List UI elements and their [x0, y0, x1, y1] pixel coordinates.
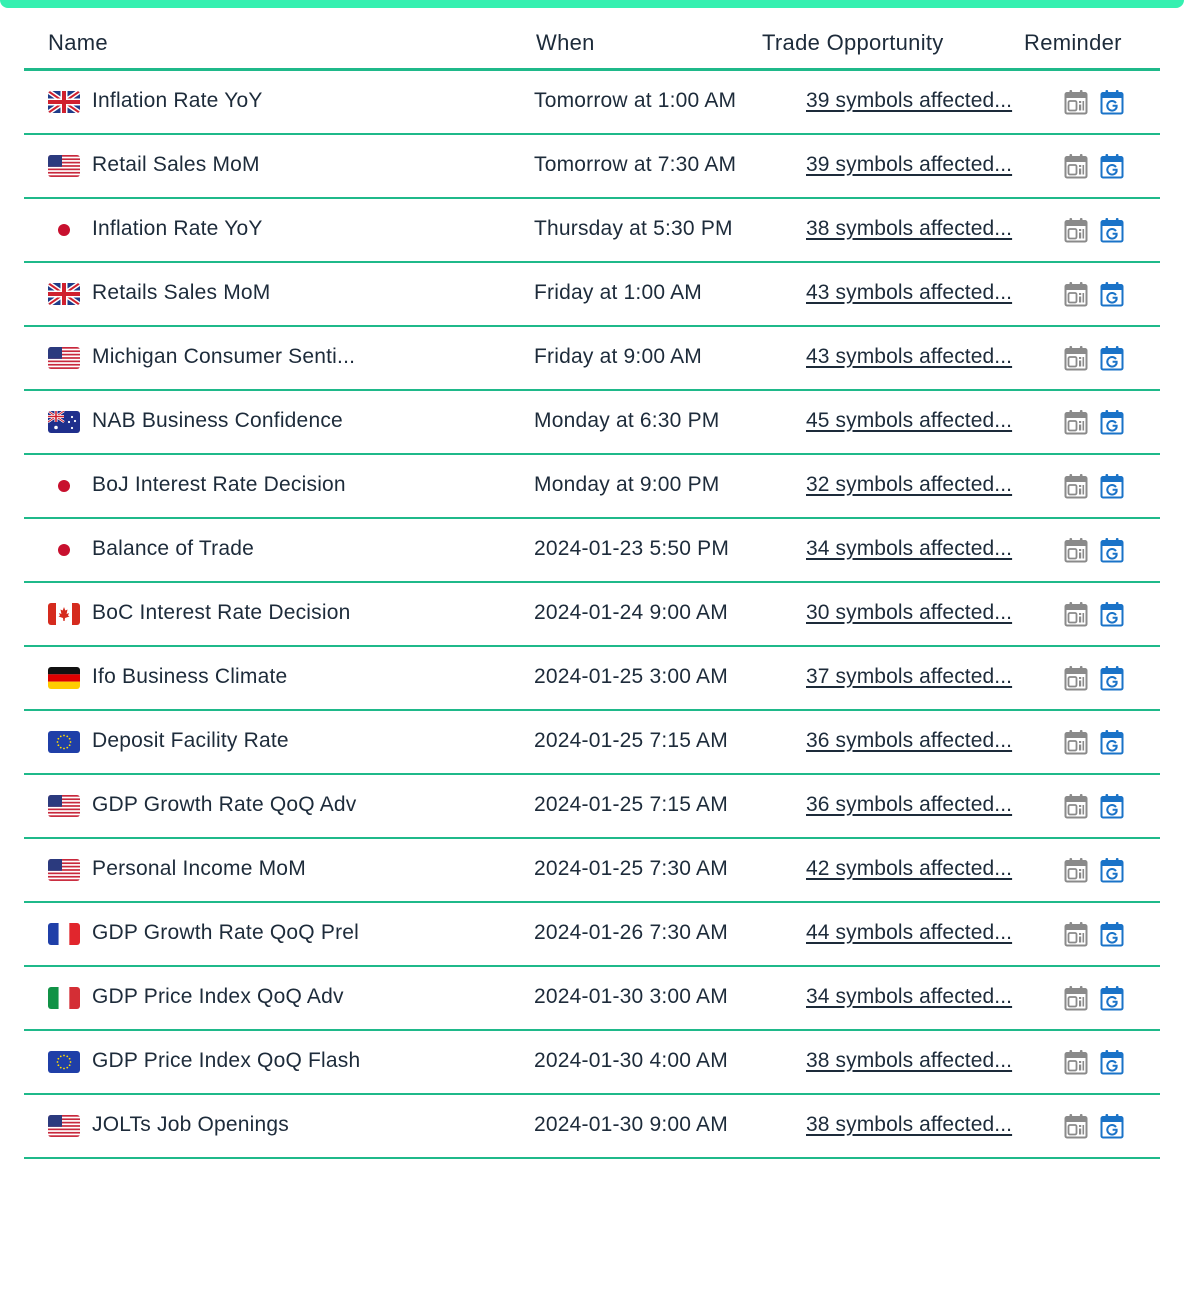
event-time: 2024-01-23 5:50 PM: [534, 537, 730, 560]
table-row: [24, 71, 1160, 135]
google-calendar-icon[interactable]: [1100, 729, 1124, 755]
event-time: Monday at 9:00 PM: [534, 473, 720, 496]
table-row: [24, 1095, 1160, 1159]
office-calendar-icon[interactable]: [1064, 601, 1088, 627]
office-calendar-icon[interactable]: [1064, 921, 1088, 947]
google-calendar-icon[interactable]: [1100, 1113, 1124, 1139]
event-time: Friday at 1:00 AM: [534, 281, 702, 304]
office-calendar-icon[interactable]: [1064, 793, 1088, 819]
office-calendar-icon[interactable]: [1064, 89, 1088, 115]
google-calendar-icon[interactable]: [1100, 89, 1124, 115]
event-time: Tomorrow at 7:30 AM: [534, 153, 737, 176]
uk-flag-icon: [48, 91, 80, 113]
event-name: NAB Business Confidence: [92, 409, 343, 432]
event-time: 2024-01-26 7:30 AM: [534, 921, 728, 944]
office-calendar-icon[interactable]: [1064, 473, 1088, 499]
office-calendar-icon[interactable]: [1064, 537, 1088, 563]
table-row: [24, 519, 1160, 583]
table-row: [24, 583, 1160, 647]
it-flag-icon: [48, 987, 80, 1009]
event-time: Monday at 6:30 PM: [534, 409, 720, 432]
google-calendar-icon[interactable]: [1100, 473, 1124, 499]
trade-opportunity-link[interactable]: 36 symbols affected...: [806, 729, 1013, 752]
event-name: JOLTs Job Openings: [92, 1113, 289, 1136]
event-name: GDP Price Index QoQ Flash: [92, 1049, 361, 1072]
us-flag-icon: [48, 347, 80, 369]
trade-opportunity-link[interactable]: 39 symbols affected...: [806, 89, 1013, 112]
event-name: Ifo Business Climate: [92, 665, 288, 688]
office-calendar-icon[interactable]: [1064, 729, 1088, 755]
office-calendar-icon[interactable]: [1064, 985, 1088, 1011]
office-calendar-icon[interactable]: [1064, 409, 1088, 435]
trade-opportunity-link[interactable]: 42 symbols affected...: [806, 857, 1013, 880]
table-row: [24, 135, 1160, 199]
event-name: Retail Sales MoM: [92, 153, 260, 176]
trade-opportunity-link[interactable]: 37 symbols affected...: [806, 665, 1013, 688]
trade-opportunity-link[interactable]: 39 symbols affected...: [806, 153, 1013, 176]
table-row: [24, 263, 1160, 327]
google-calendar-icon[interactable]: [1100, 793, 1124, 819]
column-header-name: Name: [48, 30, 108, 55]
table-row: [24, 967, 1160, 1031]
office-calendar-icon[interactable]: [1064, 665, 1088, 691]
trade-opportunity-link[interactable]: 43 symbols affected...: [806, 345, 1013, 368]
google-calendar-icon[interactable]: [1100, 921, 1124, 947]
ca-flag-icon: [48, 603, 80, 625]
office-calendar-icon[interactable]: [1064, 217, 1088, 243]
us-flag-icon: [48, 795, 80, 817]
event-time: 2024-01-25 7:30 AM: [534, 857, 728, 880]
table-row: [24, 455, 1160, 519]
table-row: [24, 839, 1160, 903]
event-time: 2024-01-25 7:15 AM: [534, 793, 728, 816]
trade-opportunity-link[interactable]: 38 symbols affected...: [806, 1113, 1013, 1136]
google-calendar-icon[interactable]: [1100, 985, 1124, 1011]
event-time: 2024-01-30 9:00 AM: [534, 1113, 728, 1136]
event-name: Retails Sales MoM: [92, 281, 271, 304]
trade-opportunity-link[interactable]: 45 symbols affected...: [806, 409, 1013, 432]
office-calendar-icon[interactable]: [1064, 1049, 1088, 1075]
event-time: Thursday at 5:30 PM: [534, 217, 733, 240]
google-calendar-icon[interactable]: [1100, 281, 1124, 307]
event-time: Friday at 9:00 AM: [534, 345, 702, 368]
trade-opportunity-link[interactable]: 44 symbols affected...: [806, 921, 1013, 944]
event-name: Inflation Rate YoY: [92, 217, 263, 240]
event-name: Balance of Trade: [92, 537, 254, 560]
google-calendar-icon[interactable]: [1100, 153, 1124, 179]
table-row: [24, 903, 1160, 967]
trade-opportunity-link[interactable]: 36 symbols affected...: [806, 793, 1013, 816]
fr-flag-icon: [48, 923, 80, 945]
eu-flag-icon: [48, 1051, 80, 1073]
de-flag-icon: [48, 667, 80, 689]
table-body: [24, 71, 1160, 1159]
google-calendar-icon[interactable]: [1100, 857, 1124, 883]
event-name: BoC Interest Rate Decision: [92, 601, 351, 624]
us-flag-icon: [48, 155, 80, 177]
economic-calendar-table: [24, 14, 1160, 1159]
table-row: [24, 391, 1160, 455]
event-name: Inflation Rate YoY: [92, 89, 263, 112]
office-calendar-icon[interactable]: [1064, 281, 1088, 307]
table-row: [24, 327, 1160, 391]
uk-flag-icon: [48, 283, 80, 305]
trade-opportunity-link[interactable]: 34 symbols affected...: [806, 985, 1013, 1008]
event-name: GDP Price Index QoQ Adv: [92, 985, 344, 1008]
eu-flag-icon: [48, 731, 80, 753]
google-calendar-icon[interactable]: [1100, 665, 1124, 691]
google-calendar-icon[interactable]: [1100, 1049, 1124, 1075]
event-time: 2024-01-25 7:15 AM: [534, 729, 728, 752]
google-calendar-icon[interactable]: [1100, 601, 1124, 627]
column-header-reminder: Reminder: [1024, 30, 1122, 55]
column-header-when: When: [536, 30, 595, 55]
event-time: 2024-01-30 4:00 AM: [534, 1049, 728, 1072]
jp-flag-icon: [48, 539, 80, 561]
trade-opportunity-link[interactable]: 38 symbols affected...: [806, 1049, 1013, 1072]
office-calendar-icon[interactable]: [1064, 1113, 1088, 1139]
office-calendar-icon[interactable]: [1064, 857, 1088, 883]
event-time: 2024-01-24 9:00 AM: [534, 601, 728, 624]
event-time: Tomorrow at 1:00 AM: [534, 89, 737, 112]
table-row: [24, 711, 1160, 775]
table-row: [24, 775, 1160, 839]
us-flag-icon: [48, 1115, 80, 1137]
google-calendar-icon[interactable]: [1100, 409, 1124, 435]
au-flag-icon: [48, 411, 80, 433]
trade-opportunity-link[interactable]: 32 symbols affected...: [806, 473, 1013, 496]
table-row: [24, 647, 1160, 711]
table-header: [24, 14, 1160, 71]
event-time: 2024-01-25 3:00 AM: [534, 665, 728, 688]
event-name: Personal Income MoM: [92, 857, 306, 880]
table-row: [24, 1031, 1160, 1095]
office-calendar-icon[interactable]: [1064, 345, 1088, 371]
trade-opportunity-link[interactable]: 38 symbols affected...: [806, 217, 1013, 240]
event-name: Michigan Consumer Senti...: [92, 345, 356, 368]
trade-opportunity-link[interactable]: 30 symbols affected...: [806, 601, 1013, 624]
column-header-trade-opportunity: Trade Opportunity: [762, 30, 944, 55]
jp-flag-icon: [48, 219, 80, 241]
event-time: 2024-01-30 3:00 AM: [534, 985, 728, 1008]
event-name: Deposit Facility Rate: [92, 729, 289, 752]
us-flag-icon: [48, 859, 80, 881]
jp-flag-icon: [48, 475, 80, 497]
event-name: GDP Growth Rate QoQ Adv: [92, 793, 357, 816]
event-name: BoJ Interest Rate Decision: [92, 473, 346, 496]
event-name: GDP Growth Rate QoQ Prel: [92, 921, 360, 944]
office-calendar-icon[interactable]: [1064, 153, 1088, 179]
trade-opportunity-link[interactable]: 43 symbols affected...: [806, 281, 1013, 304]
google-calendar-icon[interactable]: [1100, 217, 1124, 243]
trade-opportunity-link[interactable]: 34 symbols affected...: [806, 537, 1013, 560]
google-calendar-icon[interactable]: [1100, 537, 1124, 563]
google-calendar-icon[interactable]: [1100, 345, 1124, 371]
table-row: [24, 199, 1160, 263]
top-accent-bar: [0, 0, 1184, 8]
